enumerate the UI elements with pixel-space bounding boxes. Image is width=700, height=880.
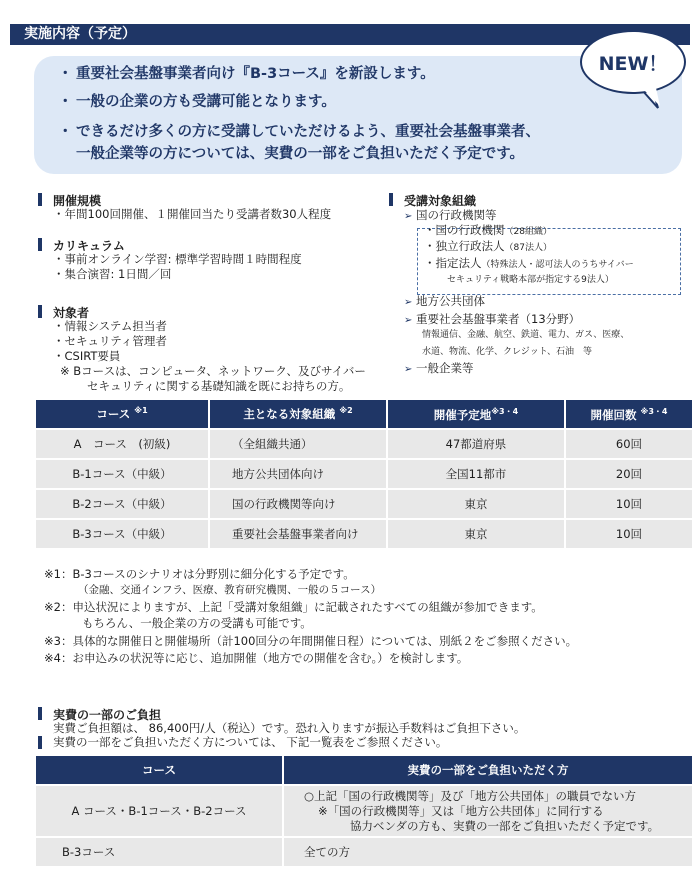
- section-marker: [38, 238, 42, 251]
- cell-payer: ○上記「国の行政機関等」及び「地方公共団体」の職員でない方 ※「国の行政機関等」又は「地方公共団体」に同行する 協力ベンダの方も、実費の一部をご負担いただく予定です。: [283, 785, 693, 837]
- cell-course: A コース (初級): [35, 429, 209, 459]
- target-line: ・CSIRT要員: [53, 349, 121, 363]
- cell-course: B-2コース（中級）: [35, 489, 209, 519]
- cell-count: 60回: [565, 429, 693, 459]
- col-header-course: コース: [35, 755, 283, 785]
- org-sub-item: ・国の行政機関（28組織）: [424, 223, 552, 237]
- cell-count: 20回: [565, 459, 693, 489]
- cell-location: 全国11都市: [387, 459, 565, 489]
- footnote: ※1：B-3コースのシナリオは分野別に細分化する予定です。: [44, 567, 355, 581]
- cell-count: 10回: [565, 519, 693, 549]
- curriculum-title: カリキュラム: [53, 239, 125, 253]
- section-marker: [389, 193, 393, 206]
- cell-location: 東京: [387, 489, 565, 519]
- cell-location: 東京: [387, 519, 565, 549]
- table-row: [35, 519, 693, 549]
- footnote: ※3：具体的な開催日と開催場所（計100回分の年間開催日程）については、別紙２をご参照ください。: [44, 634, 578, 648]
- cell-course: B-1コース（中級）: [35, 459, 209, 489]
- target-title: 対象者: [53, 306, 90, 320]
- cost-title: 実費の一部のご負担: [53, 708, 162, 722]
- curriculum-line: ・事前オンライン学習: 標準学習時間１時間程度: [53, 252, 302, 266]
- cost-line: 実費の一部をご負担いただく方については、 下記一覧表をご参照ください。: [53, 735, 448, 749]
- footnote: もちろん、一般企業の方の受講も可能です。: [82, 616, 312, 630]
- cost-table: [34, 754, 694, 868]
- table-header-row: [35, 755, 693, 785]
- org-national: ➢ 国の行政機関等: [404, 208, 497, 222]
- cell-target: 国の行政機関等向け: [209, 489, 387, 519]
- scale-title: 開催規模: [53, 194, 102, 208]
- table-row: [35, 429, 693, 459]
- col-header-target: 主となる対象組織 $^{※2}$: [209, 399, 387, 429]
- new-badge-text: NEW！: [598, 53, 668, 75]
- cell-target: （全組織共通）: [209, 429, 387, 459]
- highlight-item: ・ できるだけ多くの方に受講していただけるよう、重要社会基盤事業者、: [58, 124, 540, 140]
- highlight-item: 一般企業等の方については、実費の一部をご負担いただく予定です。: [76, 146, 525, 162]
- org-sub-item: ・指定法人（特殊法人・認可法人のうちサイバー: [424, 256, 634, 270]
- cell-count: 10回: [565, 489, 693, 519]
- org-sub-note: セキュリティ戦略本部が指定する9法人）: [447, 275, 614, 285]
- cell-course: B-3コース（中級）: [35, 519, 209, 549]
- org-title: 受講対象組織: [404, 194, 477, 208]
- org-critical-detail: 水道、物流、化学、クレジット、石油 等: [422, 347, 592, 357]
- target-note: セキュリティに関する基礎知識を既にお持ちの方。: [87, 379, 351, 393]
- section-marker: [38, 305, 42, 318]
- course-table: [34, 398, 694, 550]
- org-local: ➢ 地方公共団体: [404, 294, 486, 308]
- col-header-payer: 実費の一部をご負担いただく方: [283, 755, 693, 785]
- cell-target: 重要社会基盤事業者向け: [209, 519, 387, 549]
- section-header: 実施内容（予定）: [10, 24, 690, 45]
- target-line: ・情報システム担当者: [53, 319, 167, 333]
- org-general: ➢ 一般企業等: [404, 361, 474, 375]
- cost-line: 実費ご負担額は、 86,400円/人（税込）です。恐れ入りますが振込手数料はご負担下さい。: [53, 721, 526, 735]
- target-note: ※ Bコースは、コンピュータ、ネットワーク、及びサイバー: [60, 364, 366, 378]
- org-critical: ➢ 重要社会基盤事業者（13分野）: [404, 312, 581, 326]
- arrow-icon: ➢: [404, 315, 413, 326]
- cell-course: A コース・B-1コース・B-2コース: [35, 785, 283, 837]
- cell-course: B-3コース: [35, 837, 283, 867]
- footnote: ※2：申込状況によりますが、上記「受講対象組織」に記載されたすべての組織が参加できます。: [44, 600, 543, 614]
- scale-line: ・年間100回開催、１開催回当たり受講者数30人程度: [53, 207, 332, 221]
- table-row: [35, 785, 693, 837]
- col-header-count: 開催回数 $^{※3・4}$: [565, 399, 693, 429]
- table-header-row: [35, 399, 693, 429]
- section-marker: [38, 736, 42, 749]
- section-marker: [38, 193, 42, 206]
- col-header-course: コース $^{※1}$: [35, 399, 209, 429]
- table-row: [35, 489, 693, 519]
- arrow-icon: ➢: [404, 297, 413, 308]
- col-header-location: 開催予定地$^{※3・4}$: [387, 399, 565, 429]
- table-row: [35, 837, 693, 867]
- cell-payer: 全ての方: [283, 837, 693, 867]
- cell-location: 47都道府県: [387, 429, 565, 459]
- section-marker: [38, 707, 42, 720]
- target-line: ・セキュリティ管理者: [53, 334, 167, 348]
- cell-target: 地方公共団体向け: [209, 459, 387, 489]
- highlight-item: ・ 重要社会基盤事業者向け『B-3コース』を新設します。: [58, 66, 435, 82]
- curriculum-line: ・集合演習: 1日間／回: [53, 267, 172, 281]
- org-critical-detail: 情報通信、金融、航空、鉄道、電力、ガス、医療、: [422, 330, 630, 340]
- arrow-icon: ➢: [404, 364, 413, 375]
- new-badge: [580, 30, 688, 110]
- org-sub-item: ・独立行政法人（87法人）: [424, 239, 552, 253]
- arrow-icon: ➢: [404, 211, 413, 222]
- footnote: ※4：お申込みの状況等に応じ、追加開催（地方での開催を含む。）を検討します。: [44, 651, 469, 665]
- highlight-item: ・ 一般の企業の方も受講可能となります。: [58, 94, 336, 110]
- footnote: （金融、交通インフラ、医療、教育研究機関、一般の５コース）: [78, 584, 382, 596]
- table-row: [35, 459, 693, 489]
